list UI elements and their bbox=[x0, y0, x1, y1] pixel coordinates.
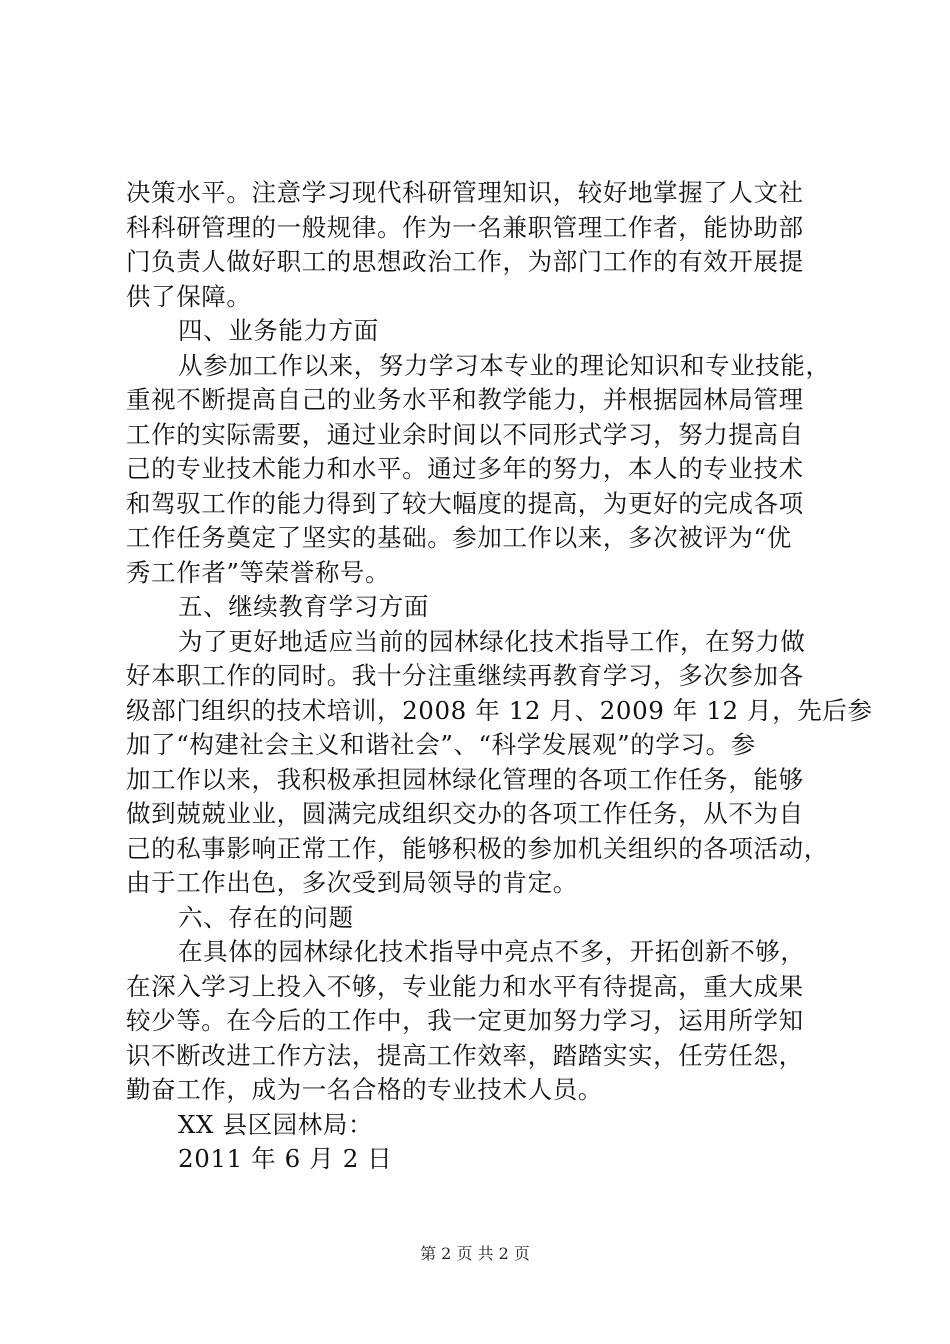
text-line: 由于工作出色，多次受到局领导的肯定。 bbox=[126, 868, 578, 897]
text-line: 和驾驭工作的能力得到了较大幅度的提高，为更好的完成各项 bbox=[126, 488, 804, 518]
text-line: 识不断改进工作方法，提高工作效率，踏踏实实，任劳任怨， bbox=[126, 1040, 804, 1070]
signature-organization: XX 县区园林局： bbox=[178, 1109, 374, 1139]
text-line: 工作的实际需要，通过业余时间以不同形式学习，努力提高自 bbox=[126, 419, 804, 449]
text-line: 从参加工作以来，努力学习本专业的理论知识和专业技能， bbox=[178, 350, 831, 380]
document-body bbox=[126, 176, 873, 1177]
section-heading-existing-problems: 六、存在的问题 bbox=[178, 902, 354, 932]
text-line: 在具体的园林绿化技术指导中亮点不多，开拓创新不够， bbox=[178, 937, 806, 966]
text-line: 加工作以来，我积极承担园林绿化管理的各项工作任务，能够 bbox=[126, 764, 804, 794]
section-heading-business-ability: 四、业务能力方面 bbox=[178, 316, 379, 345]
text-line: 较少等。在今后的工作中，我一定更加努力学习，运用所学知 bbox=[126, 1006, 804, 1035]
section-heading-continuing-education: 五、继续教育学习方面 bbox=[178, 592, 429, 621]
text-line: 为了更好地适应当前的园林绿化技术指导工作，在努力做 bbox=[178, 626, 806, 656]
text-line: 做到兢兢业业，圆满完成组织交办的各项工作任务，从不为自 bbox=[126, 799, 804, 828]
text-line: 己的专业技术能力和水平。通过多年的努力，本人的专业技术 bbox=[126, 454, 804, 483]
text-line: 工作任务奠定了坚实的基础。参加工作以来，多次被评为“优 bbox=[126, 523, 792, 552]
text-line: 供了保障。 bbox=[126, 281, 252, 311]
text-line: 级部门组织的技术培训，2008 年 12 月、2009 年 12 月，先后参 bbox=[126, 695, 873, 725]
text-line: 决策水平。注意学习现代科研管理知识，较好地掌握了人文社 bbox=[126, 178, 804, 207]
signature-date: 2011 年 6 月 2 日 bbox=[178, 1144, 393, 1173]
text-line: 勤奋工作，成为一名合格的专业技术人员。 bbox=[126, 1075, 603, 1104]
text-line: 己的私事影响正常工作，能够积极的参加机关组织的各项活动， bbox=[126, 833, 829, 863]
text-line: 门负责人做好职工的思想政治工作，为部门工作的有效开展提 bbox=[126, 247, 804, 276]
text-line: 重视不断提高自己的业务水平和教学能力，并根据园林局管理 bbox=[126, 385, 804, 414]
page-number-footer: 第 2 页 共 2 页 bbox=[420, 1244, 530, 1263]
text-line: 在深入学习上投入不够，专业能力和水平有待提高，重大成果 bbox=[126, 971, 804, 1001]
text-line: 科科研管理的一般规律。作为一名兼职管理工作者，能协助部 bbox=[126, 212, 804, 242]
text-line: 秀工作者”等荣誉称号。 bbox=[126, 557, 391, 587]
text-line: 好本职工作的同时。我十分注重继续再教育学习，多次参加各 bbox=[126, 661, 804, 690]
text-line: 加了“构建社会主义和谐社会”、“科学发展观”的学习。参 bbox=[126, 730, 756, 759]
